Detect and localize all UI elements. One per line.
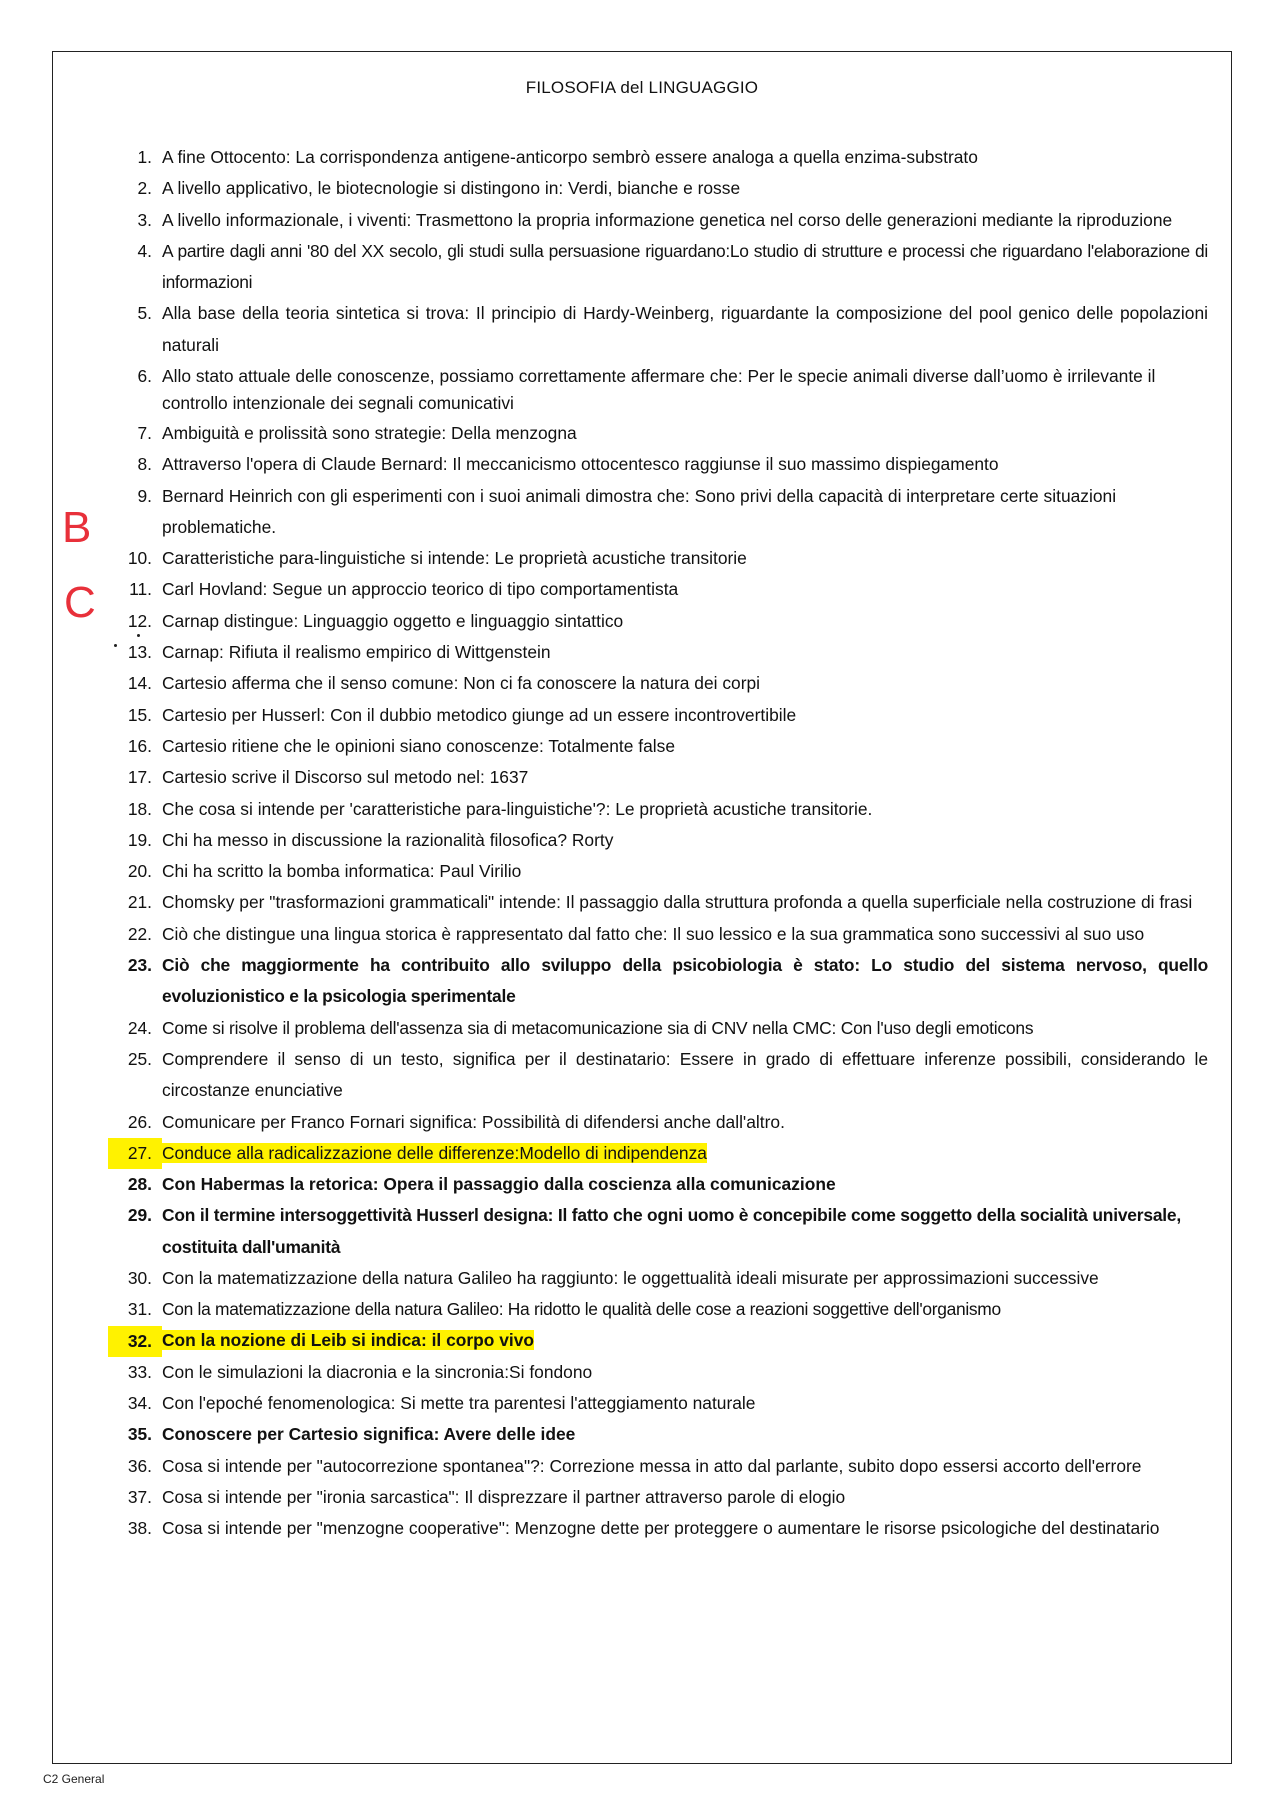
question-text: Ciò che maggiormente ha contribuito allo sviluppo della psicobiologia è stato: Lo studio del sistema nervoso, quello evoluzionistico e la psicologia sperimentale bbox=[162, 955, 1208, 1007]
question-item bbox=[108, 543, 1208, 574]
footer-label: C2 General bbox=[43, 1772, 105, 1786]
question-item bbox=[108, 1419, 1208, 1450]
margin-mark-c: C bbox=[64, 578, 96, 627]
question-text: Carnap: Rifiuta il realismo empirico di Wittgenstein bbox=[162, 642, 551, 663]
question-text: Cosa si intende per "menzogne cooperative": Menzogne dette per proteggere o aumentare le risorse psicologiche del destinatario bbox=[162, 1518, 1160, 1539]
question-text: Cosa si intende per "ironia sarcastica": Il disprezzare il partner attraverso parole di elogio bbox=[162, 1487, 846, 1508]
question-text: Con la matematizzazione della natura Galileo: Ha ridotto le qualità delle cose a reazioni soggettive dell'organismo bbox=[162, 1299, 1001, 1320]
question-item bbox=[108, 606, 1208, 637]
question-text: Ambiguità e prolissità sono strategie: Della menzogna bbox=[162, 422, 577, 443]
question-item bbox=[108, 856, 1208, 887]
question-item bbox=[108, 668, 1208, 699]
question-item bbox=[108, 825, 1208, 856]
question-text: Con l'epoché fenomenologica: Si mette tra parentesi l'atteggiamento naturale bbox=[162, 1393, 756, 1414]
question-text: Attraverso l'opera di Claude Bernard: Il meccanicismo ottocentesco raggiunse il suo massimo dispiegamento bbox=[162, 454, 999, 475]
question-number: 36. bbox=[127, 1455, 152, 1476]
question-item bbox=[108, 142, 1208, 173]
question-number: 2. bbox=[137, 178, 152, 199]
question-text: Conoscere per Cartesio significa: Avere delle idee bbox=[162, 1424, 576, 1445]
question-number: 9. bbox=[137, 485, 152, 506]
question-number: 11. bbox=[129, 579, 152, 600]
question-text: Con le simulazioni la diacronia e la sincronia:Si fondono bbox=[162, 1361, 593, 1382]
document-title: FILOSOFIA del LINGUAGGIO bbox=[525, 78, 759, 97]
question-number: 16. bbox=[127, 735, 152, 756]
question-item bbox=[108, 298, 1208, 361]
question-item bbox=[108, 1294, 1208, 1325]
question-number: 29. bbox=[127, 1205, 152, 1226]
question-item bbox=[108, 950, 1208, 1013]
question-item bbox=[108, 1044, 1208, 1107]
question-item bbox=[108, 1357, 1208, 1388]
question-text: Chomsky per "trasformazioni grammaticali" intende: Il passaggio dalla struttura profonda a quella superficiale nella costruzione di frasi bbox=[162, 892, 1193, 913]
question-text: Cosa si intende per "autocorrezione spontanea"?: Correzione messa in atto dal parlante, subito dopo essersi accorto dell'errore bbox=[162, 1455, 1142, 1476]
question-number: 15. bbox=[127, 704, 152, 725]
question-text: A partire dagli anni '80 del XX secolo, gli studi sulla persuasione riguardano:Lo studio di strutture e processi che riguardano l'elaborazione di informazioni bbox=[162, 240, 1208, 293]
question-item bbox=[108, 173, 1208, 204]
question-item bbox=[108, 762, 1208, 793]
question-list bbox=[108, 142, 1208, 1545]
question-text: Come si risolve il problema dell'assenza sia di metacomunicazione sia di CNV nella CMC: Con l'uso degli emoticons bbox=[162, 1017, 1034, 1038]
question-item bbox=[108, 1388, 1208, 1419]
question-item bbox=[108, 449, 1208, 480]
question-text: A livello informazionale, i viventi: Trasmettono la propria informazione genetica nel corso delle generazioni mediante la riproduzione bbox=[162, 209, 1173, 230]
question-text: Ciò che distingue una lingua storica è rappresentato dal fatto che: Il suo lessico e la sua grammatica sono successivi al suo uso bbox=[162, 923, 1145, 944]
question-item-highlighted bbox=[108, 1138, 1208, 1169]
question-text: Con la matematizzazione della natura Galileo ha raggiunto: le oggettualità ideali misurate per approssimazioni successive bbox=[162, 1267, 1099, 1288]
question-text: Conduce alla radicalizzazione delle differenze:Modello di indipendenza bbox=[162, 1142, 707, 1163]
margin-mark-b: B bbox=[62, 503, 92, 552]
question-number: 31. bbox=[127, 1299, 152, 1320]
question-item-highlighted bbox=[108, 1326, 1208, 1357]
question-number: 28. bbox=[127, 1174, 152, 1195]
question-number: 14. bbox=[127, 673, 152, 694]
question-text: Con il termine intersoggettività Husserl designa: Il fatto che ogni uomo è concepibile come soggetto della socialità universale, costituita dall'umanità bbox=[162, 1205, 1182, 1257]
question-number: 18. bbox=[127, 798, 152, 819]
question-number: 1. bbox=[137, 147, 152, 167]
question-number: 22. bbox=[127, 923, 152, 944]
question-item bbox=[108, 1013, 1208, 1044]
question-item bbox=[108, 700, 1208, 731]
question-item bbox=[108, 1200, 1208, 1263]
question-text: Chi ha messo in discussione la razionalità filosofica? Rorty bbox=[162, 829, 614, 850]
question-number: 19. bbox=[127, 829, 152, 850]
question-text: Alla base della teoria sintetica si trova: Il principio di Hardy-Weinberg, riguardante la composizione del pool genico delle popolazioni naturali bbox=[162, 303, 1208, 355]
question-item bbox=[108, 205, 1208, 236]
question-item bbox=[108, 236, 1208, 299]
question-text: Caratteristiche para-linguistiche si intende: Le proprietà acustiche transitorie bbox=[162, 548, 747, 569]
question-text: A fine Ottocento: La corrispondenza antigene-anticorpo sembrò essere analoga a quella enzima-substrato bbox=[162, 147, 978, 167]
question-number: 8. bbox=[137, 454, 152, 475]
question-number: 3. bbox=[137, 209, 152, 230]
question-item bbox=[108, 1263, 1208, 1294]
question-text: Comprendere il senso di un testo, significa per il destinatario: Essere in grado di effettuare inferenze possibili, considerando le circostanze enunciative bbox=[162, 1048, 1208, 1101]
question-number: 25. bbox=[127, 1048, 152, 1069]
question-number: 4. bbox=[137, 240, 152, 261]
question-text: Allo stato attuale delle conoscenze, possiamo correttamente affermare che: Per le specie animali diverse dall’uomo è irrilevante il controllo intenzionale dei segnali comunicativi bbox=[162, 365, 1156, 414]
question-number: 27. bbox=[108, 1138, 162, 1169]
question-item bbox=[108, 1482, 1208, 1513]
question-item bbox=[108, 574, 1208, 605]
question-item bbox=[108, 1107, 1208, 1138]
question-text: Cartesio ritiene che le opinioni siano conoscenze: Totalmente false bbox=[162, 735, 676, 756]
question-text: Comunicare per Franco Fornari significa: Possibilità di difendersi anche dall'altro. bbox=[162, 1111, 785, 1132]
question-number: 37. bbox=[127, 1487, 152, 1508]
question-text: Bernard Heinrich con gli esperimenti con i suoi animali dimostra che: Sono privi della capacità di interpretare certe situazioni problematiche. bbox=[162, 485, 1117, 537]
question-number: 26. bbox=[127, 1111, 152, 1132]
question-text: Cartesio scrive il Discorso sul metodo nel: 1637 bbox=[162, 767, 529, 788]
question-number: 30. bbox=[127, 1267, 152, 1288]
question-text: Con Habermas la retorica: Opera il passaggio dalla coscienza alla comunicazione bbox=[162, 1174, 836, 1195]
question-text: A livello applicativo, le biotecnologie si distingono in: Verdi, bianche e rosse bbox=[162, 178, 741, 199]
question-number: 21. bbox=[127, 892, 152, 913]
question-text: Carl Hovland: Segue un approccio teorico di tipo comportamentista bbox=[162, 579, 679, 600]
question-number: 10. bbox=[127, 548, 152, 569]
question-number: 13. bbox=[127, 642, 152, 663]
question-item bbox=[108, 1451, 1208, 1482]
question-number: 35. bbox=[127, 1424, 152, 1445]
question-number: 23. bbox=[127, 955, 152, 976]
question-text: Con la nozione di Leib si indica: il corpo vivo bbox=[162, 1330, 535, 1351]
question-item bbox=[108, 794, 1208, 825]
question-number: 34. bbox=[127, 1393, 152, 1414]
question-number: 6. bbox=[137, 366, 152, 387]
question-item bbox=[108, 481, 1208, 544]
question-number: 12. bbox=[127, 610, 152, 631]
question-number: 5. bbox=[137, 303, 152, 324]
question-text: Cartesio afferma che il senso comune: Non ci fa conoscere la natura dei corpi bbox=[162, 673, 761, 694]
question-text: Cartesio per Husserl: Con il dubbio metodico giunge ad un essere incontrovertibile bbox=[162, 704, 797, 725]
question-number: 32. bbox=[108, 1326, 162, 1357]
question-number: 20. bbox=[127, 861, 152, 882]
question-number: 33. bbox=[127, 1361, 152, 1382]
question-text: Carnap distingue: Linguaggio oggetto e linguaggio sintattico bbox=[162, 610, 624, 631]
question-item bbox=[108, 731, 1208, 762]
question-number: 38. bbox=[127, 1518, 152, 1539]
question-number: 7. bbox=[137, 422, 152, 443]
question-item bbox=[108, 361, 1208, 418]
question-text: Chi ha scritto la bomba informatica: Paul Virilio bbox=[162, 861, 522, 882]
question-number: 17. bbox=[127, 767, 152, 788]
question-item bbox=[108, 919, 1208, 950]
question-item bbox=[108, 1513, 1208, 1544]
question-item bbox=[108, 887, 1208, 918]
question-item bbox=[108, 637, 1208, 668]
question-text: Che cosa si intende per 'caratteristiche para-linguistiche'?: Le proprietà acustiche transitorie. bbox=[162, 798, 873, 819]
question-number: 24. bbox=[127, 1017, 152, 1038]
question-item bbox=[108, 1169, 1208, 1200]
question-item bbox=[108, 418, 1208, 449]
